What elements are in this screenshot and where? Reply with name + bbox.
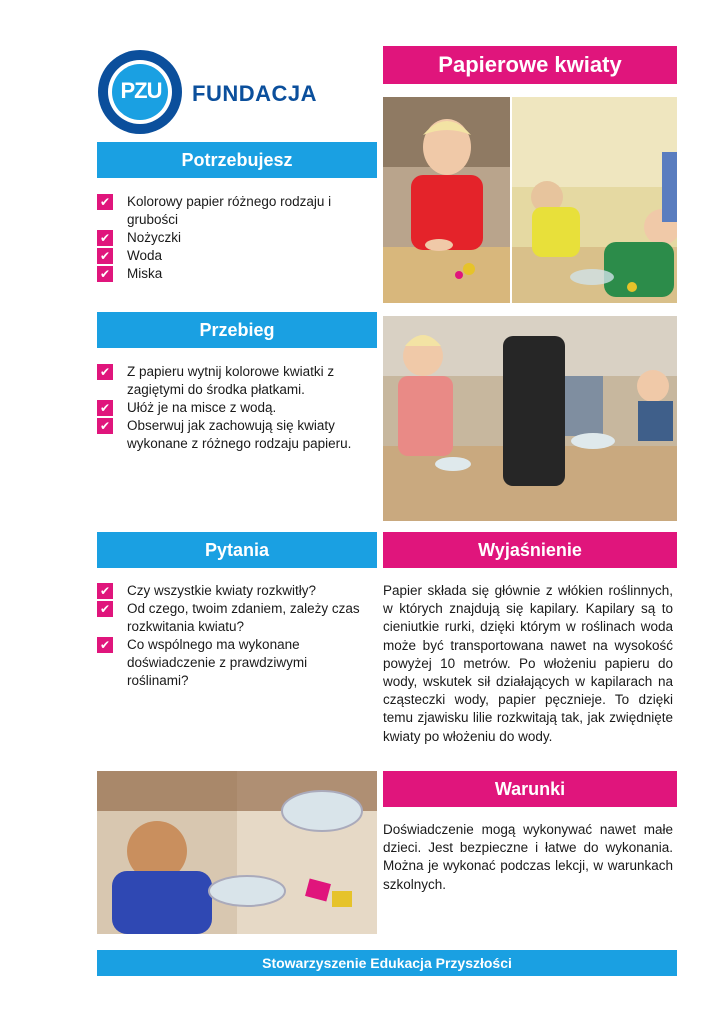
check-icon: ✔ (97, 418, 113, 434)
list-item: ✔ Miska (97, 265, 367, 283)
check-icon: ✔ (97, 637, 113, 653)
list-item: ✔ Kolorowy papier różnego rodzaju i grubości (97, 193, 367, 229)
check-icon: ✔ (97, 266, 113, 282)
check-icon: ✔ (97, 194, 113, 210)
list-item: ✔ Co wspólnego ma wykonane doświadczenie z prawdziwymi roślinami? (97, 636, 367, 690)
list-item: ✔ Z papieru wytnij kolorowe kwiatki z zagiętymi do środka płatkami. (97, 363, 372, 399)
conditions-text: Doświadczenie mogą wykonywać nawet małe dzieci. Jest bezpieczne i łatwe do wykonania. Można je wykonać podczas lekcji, w warunkach szkolnych. (383, 822, 673, 892)
check-icon: ✔ (97, 248, 113, 264)
check-icon: ✔ (97, 364, 113, 380)
check-icon: ✔ (97, 230, 113, 246)
list-item: ✔ Czy wszystkie kwiaty rozkwitły? (97, 582, 367, 600)
photo-boy-red-shirt (383, 97, 510, 303)
section-heading-przebieg: Przebieg (97, 312, 377, 348)
check-icon: ✔ (97, 400, 113, 416)
page-title: Papierowe kwiaty (383, 46, 677, 84)
list-item: ✔ Ułóż je na misce z wodą. (97, 399, 372, 417)
logo-text: PZU (120, 78, 162, 103)
section-heading-pytania: Pytania (97, 532, 377, 568)
list-item: ✔ Woda (97, 247, 367, 265)
list-item: ✔ Obserwuj jak zachowują się kwiaty wykonane z różnego rodzaju papieru. (97, 417, 372, 453)
logo (96, 48, 316, 138)
explanation-text: Papier składa się głównie z włókien roślinnych, w których znajdują się kapilary. Kapilary są to cieniutkie rurki, dzięki którym w roślinach woda może być transportowana nawet na wysokość powyżej 10 metrów. Po włożeniu papieru do wody, wskutek sił działających w kapilarach na cząsteczki wody, papier pęcznieje. To dzięki temu zjawisku lilie rozkwitają tak, jak zwiędnięte kwiaty po włożeniu do wody. (383, 583, 673, 744)
list-item: ✔ Od czego, twoim zdaniem, zależy czas rozkwitania kwiatu? (97, 600, 367, 636)
footer-banner: Stowarzyszenie Edukacja Przyszłości (97, 950, 677, 976)
check-icon: ✔ (97, 583, 113, 599)
section-heading-warunki: Warunki (383, 771, 677, 807)
list-item: ✔ Nożyczki (97, 229, 367, 247)
photo-classroom (383, 316, 677, 521)
section-heading-wyjasnienie: Wyjaśnienie (383, 532, 677, 568)
photo-boys-table (512, 97, 677, 303)
questions-list (97, 582, 367, 690)
photo-boy-bowl (97, 771, 377, 934)
org-name: FUNDACJA (192, 81, 317, 106)
needs-list (97, 193, 367, 283)
check-icon: ✔ (97, 601, 113, 617)
section-heading-potrzebujesz: Potrzebujesz (97, 142, 377, 178)
procedure-list (97, 363, 372, 453)
